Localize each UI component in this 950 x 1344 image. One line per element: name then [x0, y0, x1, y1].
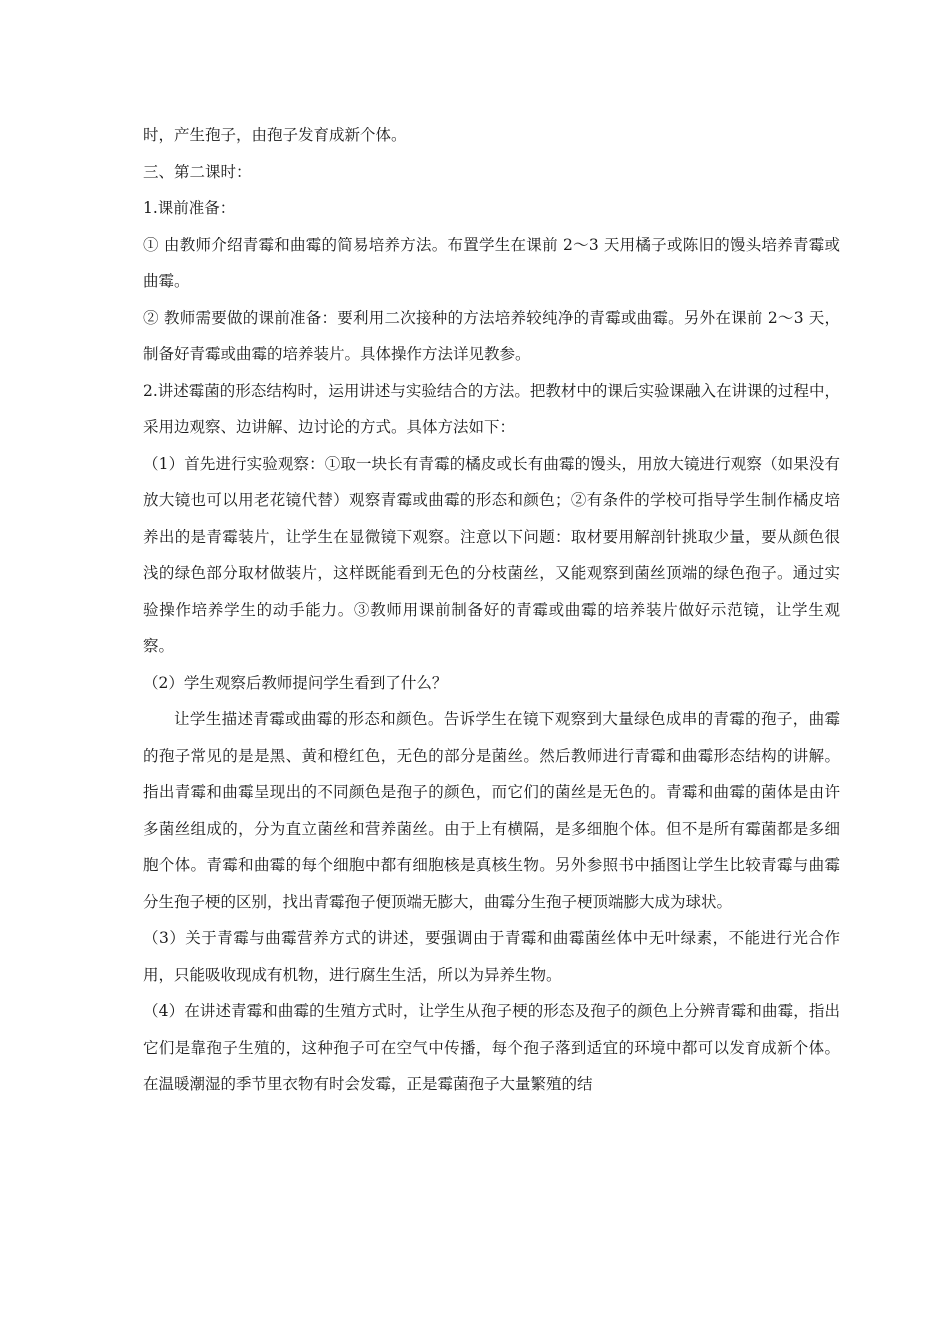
paragraph-step-2: （2）学生观察后教师提问学生看到了什么？	[143, 673, 448, 692]
paragraph-step-2-detail: 让学生描述青霉或曲霉的形态和颜色。告诉学生在镜下观察到大量绿色成串的青霉的孢子，曲霉的孢子常见的是是黑、黄和橙红色，无色的部分是菌丝。然后教师进行青霉和曲霉形态结构的讲解。指出青霉和曲霉呈现出的不同颜色是孢子的颜色，而它们的菌丝是无色的。青霉和曲霉的菌体是由许多菌丝组成的，分为直立菌丝和营养菌丝。由于上有横隔，是多细胞个体。但不是所有霉菌都是多细胞个体。青霉和曲霉的每个细胞中都有细胞核是真核生物。另外参照书中插图让学生比较青霉与曲霉分生孢子梗的区别，找出青霉孢子便顶端无膨大，曲霉分生孢子梗顶端膨大成为球状。	[143, 710, 840, 911]
paragraph-step-1: （1）首先进行实验观察：①取一块长有青霉的橘皮或长有曲霉的馒头，用放大镜进行观察（如果没有放大镜也可以用老花镜代替）观察青霉或曲霉的形态和颜色；②有条件的学校可指导学生制作橘皮培养出的是青霉装片，让学生在显微镜下观察。注意以下问题：取材要用解剖针挑取少量，要从颜色很浅的绿色部分取材做装片，这样既能看到无色的分枝菌丝，又能观察到菌丝顶端的绿色孢子。通过实验操作培养学生的动手能力。③教师用课前制备好的青霉或曲霉的培养装片做好示范镜，让学生观察。	[143, 454, 840, 655]
paragraph-1: 时，产生孢子，由孢子发育成新个体。	[143, 126, 407, 144]
paragraph-prep-2: ② 教师需要做的课前准备：要利用二次接种的方法培养较纯净的青霉或曲霉。另外在课前 2～3 天，制备好青霉或曲霉的培养装片。具体操作方法详见教参。	[143, 308, 840, 363]
paragraph-prep-1: ① 由教师介绍青霉和曲霉的简易培养方法。布置学生在课前 2～3 天用橘子或陈旧的馒头培养青霉或曲霉。	[143, 235, 840, 290]
paragraph-step-3: （3）关于青霉与曲霉营养方式的讲述，要强调由于青霉和曲霉菌丝体中无叶绿素，不能进行光合作用，只能吸收现成有机物，进行腐生生活，所以为异养生物。	[143, 929, 840, 984]
paragraph-method: 2.讲述霉菌的形态结构时，运用讲述与实验结合的方法。把教材中的课后实验课融入在讲课的过程中，采用边观察、边讲解、边讨论的方式。具体方法如下：	[143, 381, 840, 436]
subheading-preparation: 1.课前准备：	[143, 199, 236, 217]
paragraph-step-4: （4）在讲述青霉和曲霉的生殖方式时，让学生从孢子梗的形态及孢子的颜色上分辨青霉和曲霉，指出它们是靠孢子生殖的，这种孢子可在空气中传播，每个孢子落到适宜的环境中都可以发育成新个体。在温暖潮湿的季节里衣物有时会发霉，正是霉菌孢子大量繁殖的结	[143, 1002, 840, 1093]
section-heading-second-lesson: 三、第二课时：	[143, 162, 252, 181]
